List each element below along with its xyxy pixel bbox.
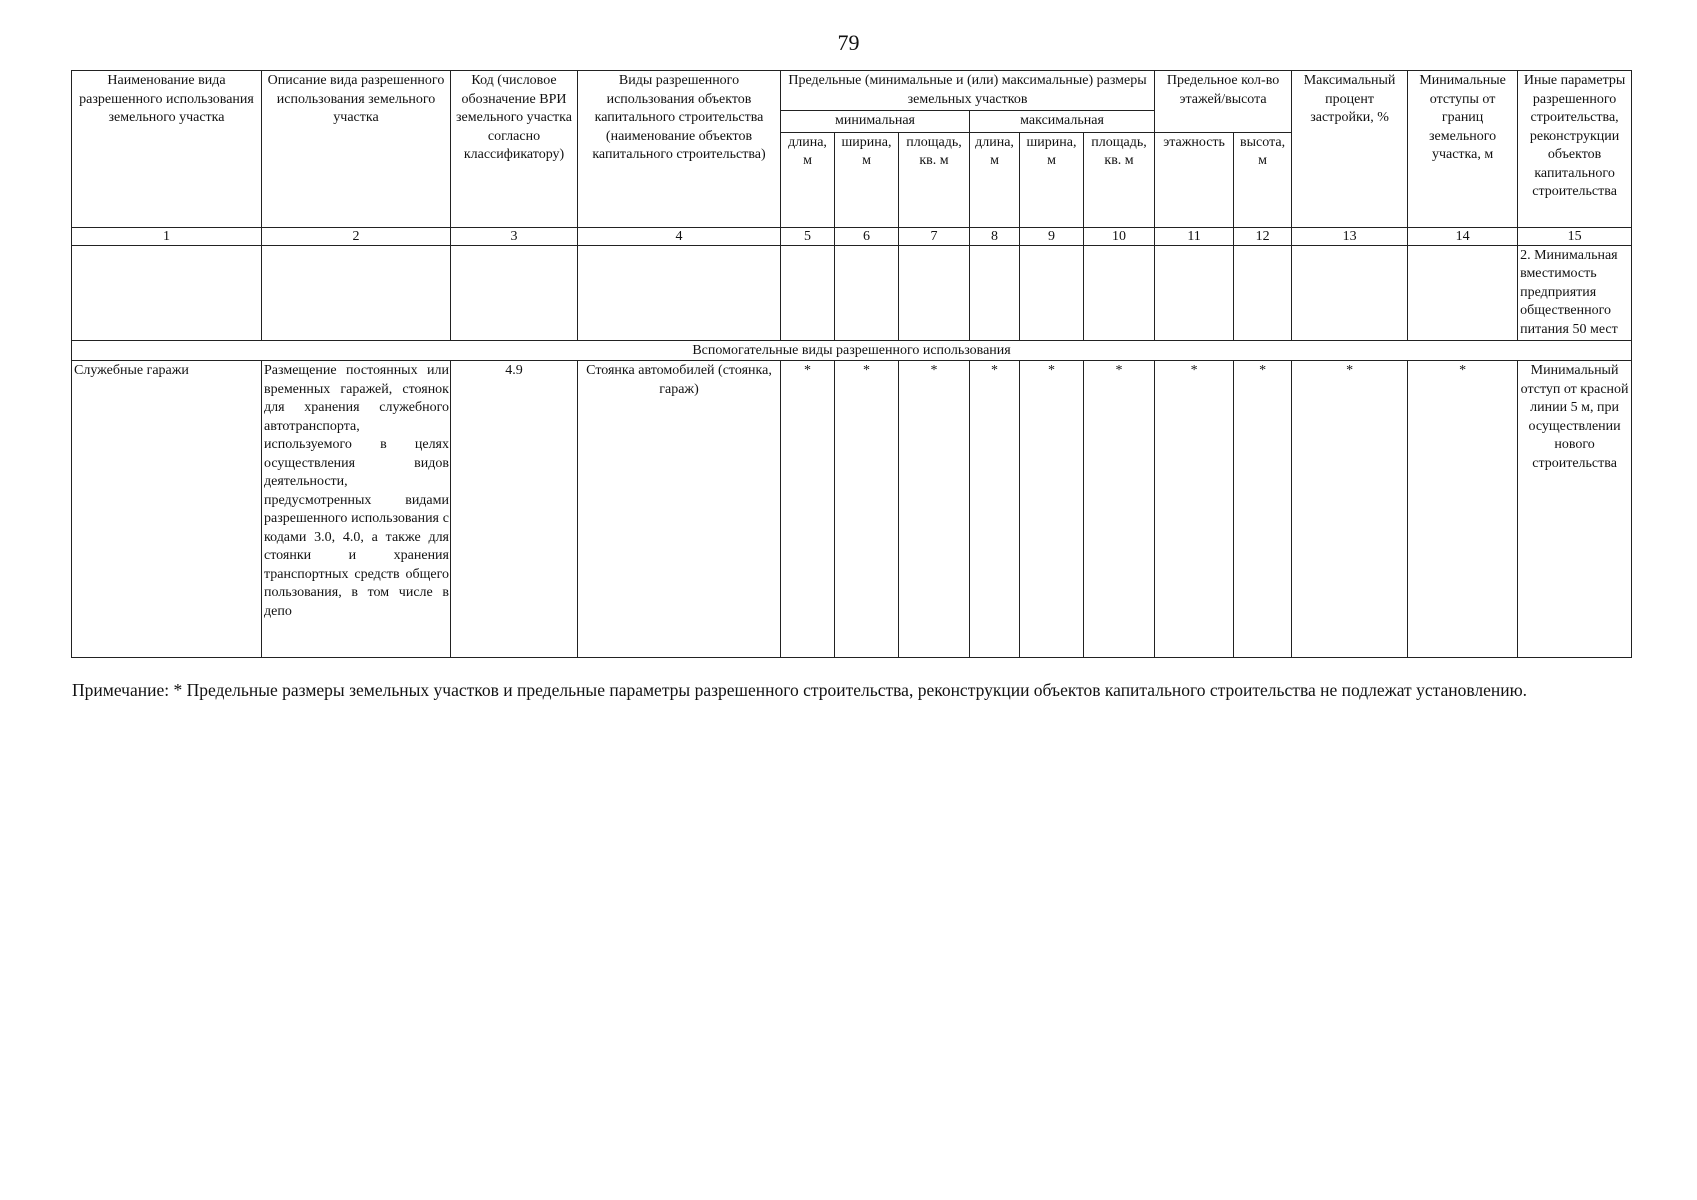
table-cell bbox=[72, 245, 262, 341]
row-value-cell: * bbox=[781, 361, 835, 658]
table-cell bbox=[1084, 245, 1155, 341]
table-cell bbox=[1292, 245, 1408, 341]
row-land-use-description: Размещение постоянных или временных гаражей, стоянок для хранения служебного автотранспорта, используемого в целях осуществления видов деятельности, предусмотренных видами разрешенного использования с кодами 3.0, 4.0, а также для стоянки и хранения транспортных средств общего пользования, в том числе в депо bbox=[262, 361, 451, 658]
header-min-area: площадь, кв. м bbox=[899, 132, 970, 227]
row-other-parameters: Минимальный отступ от красной линии 5 м, при осуществлении нового строительства bbox=[1518, 361, 1632, 658]
row-value-cell: * bbox=[1020, 361, 1084, 658]
table-cell bbox=[578, 245, 781, 341]
header-floors-height: Предельное кол-во этажей/высота bbox=[1155, 71, 1292, 133]
table-cell bbox=[899, 245, 970, 341]
continued-row bbox=[72, 245, 1632, 341]
table-cell bbox=[451, 245, 578, 341]
row-capital-objects: Стоянка автомобилей (стоянка, гараж) bbox=[578, 361, 781, 658]
table-cell bbox=[1234, 245, 1292, 341]
header-max-width: ширина, м bbox=[1020, 132, 1084, 227]
header-capital-objects: Виды разрешенного использования объектов капитального строительства (наименование объектов капитального строительства) bbox=[578, 71, 781, 228]
page-number: 79 bbox=[837, 30, 860, 55]
header-minimum: минимальная bbox=[781, 111, 970, 133]
section-row bbox=[72, 341, 1632, 361]
column-number: 4 bbox=[578, 227, 781, 245]
column-number: 8 bbox=[970, 227, 1020, 245]
table-cell bbox=[970, 245, 1020, 341]
row-land-use-code: 4.9 bbox=[451, 361, 578, 658]
header-min-setbacks: Минимальные отступы от границ земельного участка, м bbox=[1408, 71, 1518, 228]
header-max-built-percent: Максимальный процент застройки, % bbox=[1292, 71, 1408, 228]
column-number: 9 bbox=[1020, 227, 1084, 245]
row-value-cell: * bbox=[899, 361, 970, 658]
column-number: 13 bbox=[1292, 227, 1408, 245]
header-max-length: длина, м bbox=[970, 132, 1020, 227]
column-number: 11 bbox=[1155, 227, 1234, 245]
row-value-cell: * bbox=[1408, 361, 1518, 658]
column-number: 12 bbox=[1234, 227, 1292, 245]
header-floors: этажность bbox=[1155, 132, 1234, 227]
column-number: 2 bbox=[262, 227, 451, 245]
row-value-cell: * bbox=[835, 361, 899, 658]
table-cell bbox=[781, 245, 835, 341]
row-value-cell: * bbox=[970, 361, 1020, 658]
column-number: 15 bbox=[1518, 227, 1632, 245]
section-title: Вспомогательные виды разрешенного использования bbox=[72, 341, 1632, 361]
header-other-parameters: Иные параметры разрешенного строительства, реконструкции объектов капитального строительства bbox=[1518, 71, 1632, 228]
continued-other-parameters: 2. Минимальная вместимость предприятия общественного питания 50 мест bbox=[1518, 245, 1632, 341]
header-max-area: площадь, кв. м bbox=[1084, 132, 1155, 227]
row-value-cell: * bbox=[1155, 361, 1234, 658]
header-land-use-name: Наименование вида разрешенного использования земельного участка bbox=[72, 71, 262, 228]
table-cell bbox=[835, 245, 899, 341]
header-maximum: максимальная bbox=[970, 111, 1155, 133]
header-land-use-description: Описание вида разрешенного использования земельного участка bbox=[262, 71, 451, 228]
column-number-row bbox=[72, 227, 1632, 245]
table-cell bbox=[1020, 245, 1084, 341]
header-min-width: ширина, м bbox=[835, 132, 899, 227]
row-value-cell: * bbox=[1084, 361, 1155, 658]
header-row-1 bbox=[72, 71, 1632, 111]
column-number: 10 bbox=[1084, 227, 1155, 245]
row-value-cell: * bbox=[1292, 361, 1408, 658]
column-number: 14 bbox=[1408, 227, 1518, 245]
column-number: 5 bbox=[781, 227, 835, 245]
header-plot-size-limits: Предельные (минимальные и (или) максимальные) размеры земельных участков bbox=[781, 71, 1155, 111]
column-number: 1 bbox=[72, 227, 262, 245]
table-cell bbox=[262, 245, 451, 341]
table-row bbox=[72, 361, 1632, 658]
land-use-regulations-table bbox=[71, 70, 1632, 658]
footnote: Примечание: * Предельные размеры земельных участков и предельные параметры разрешенного строительства, реконструкции объектов капитального строительства не подлежат установлению. bbox=[72, 680, 1528, 700]
row-value-cell: * bbox=[1234, 361, 1292, 658]
header-land-use-code: Код (числовое обозначение ВРИ земельного участка согласно классификатору) bbox=[451, 71, 578, 228]
header-height: высота, м bbox=[1234, 132, 1292, 227]
row-land-use-name: Служебные гаражи bbox=[72, 361, 262, 658]
table-cell bbox=[1408, 245, 1518, 341]
column-number: 3 bbox=[451, 227, 578, 245]
column-number: 6 bbox=[835, 227, 899, 245]
column-number: 7 bbox=[899, 227, 970, 245]
table-cell bbox=[1155, 245, 1234, 341]
header-min-length: длина, м bbox=[781, 132, 835, 227]
